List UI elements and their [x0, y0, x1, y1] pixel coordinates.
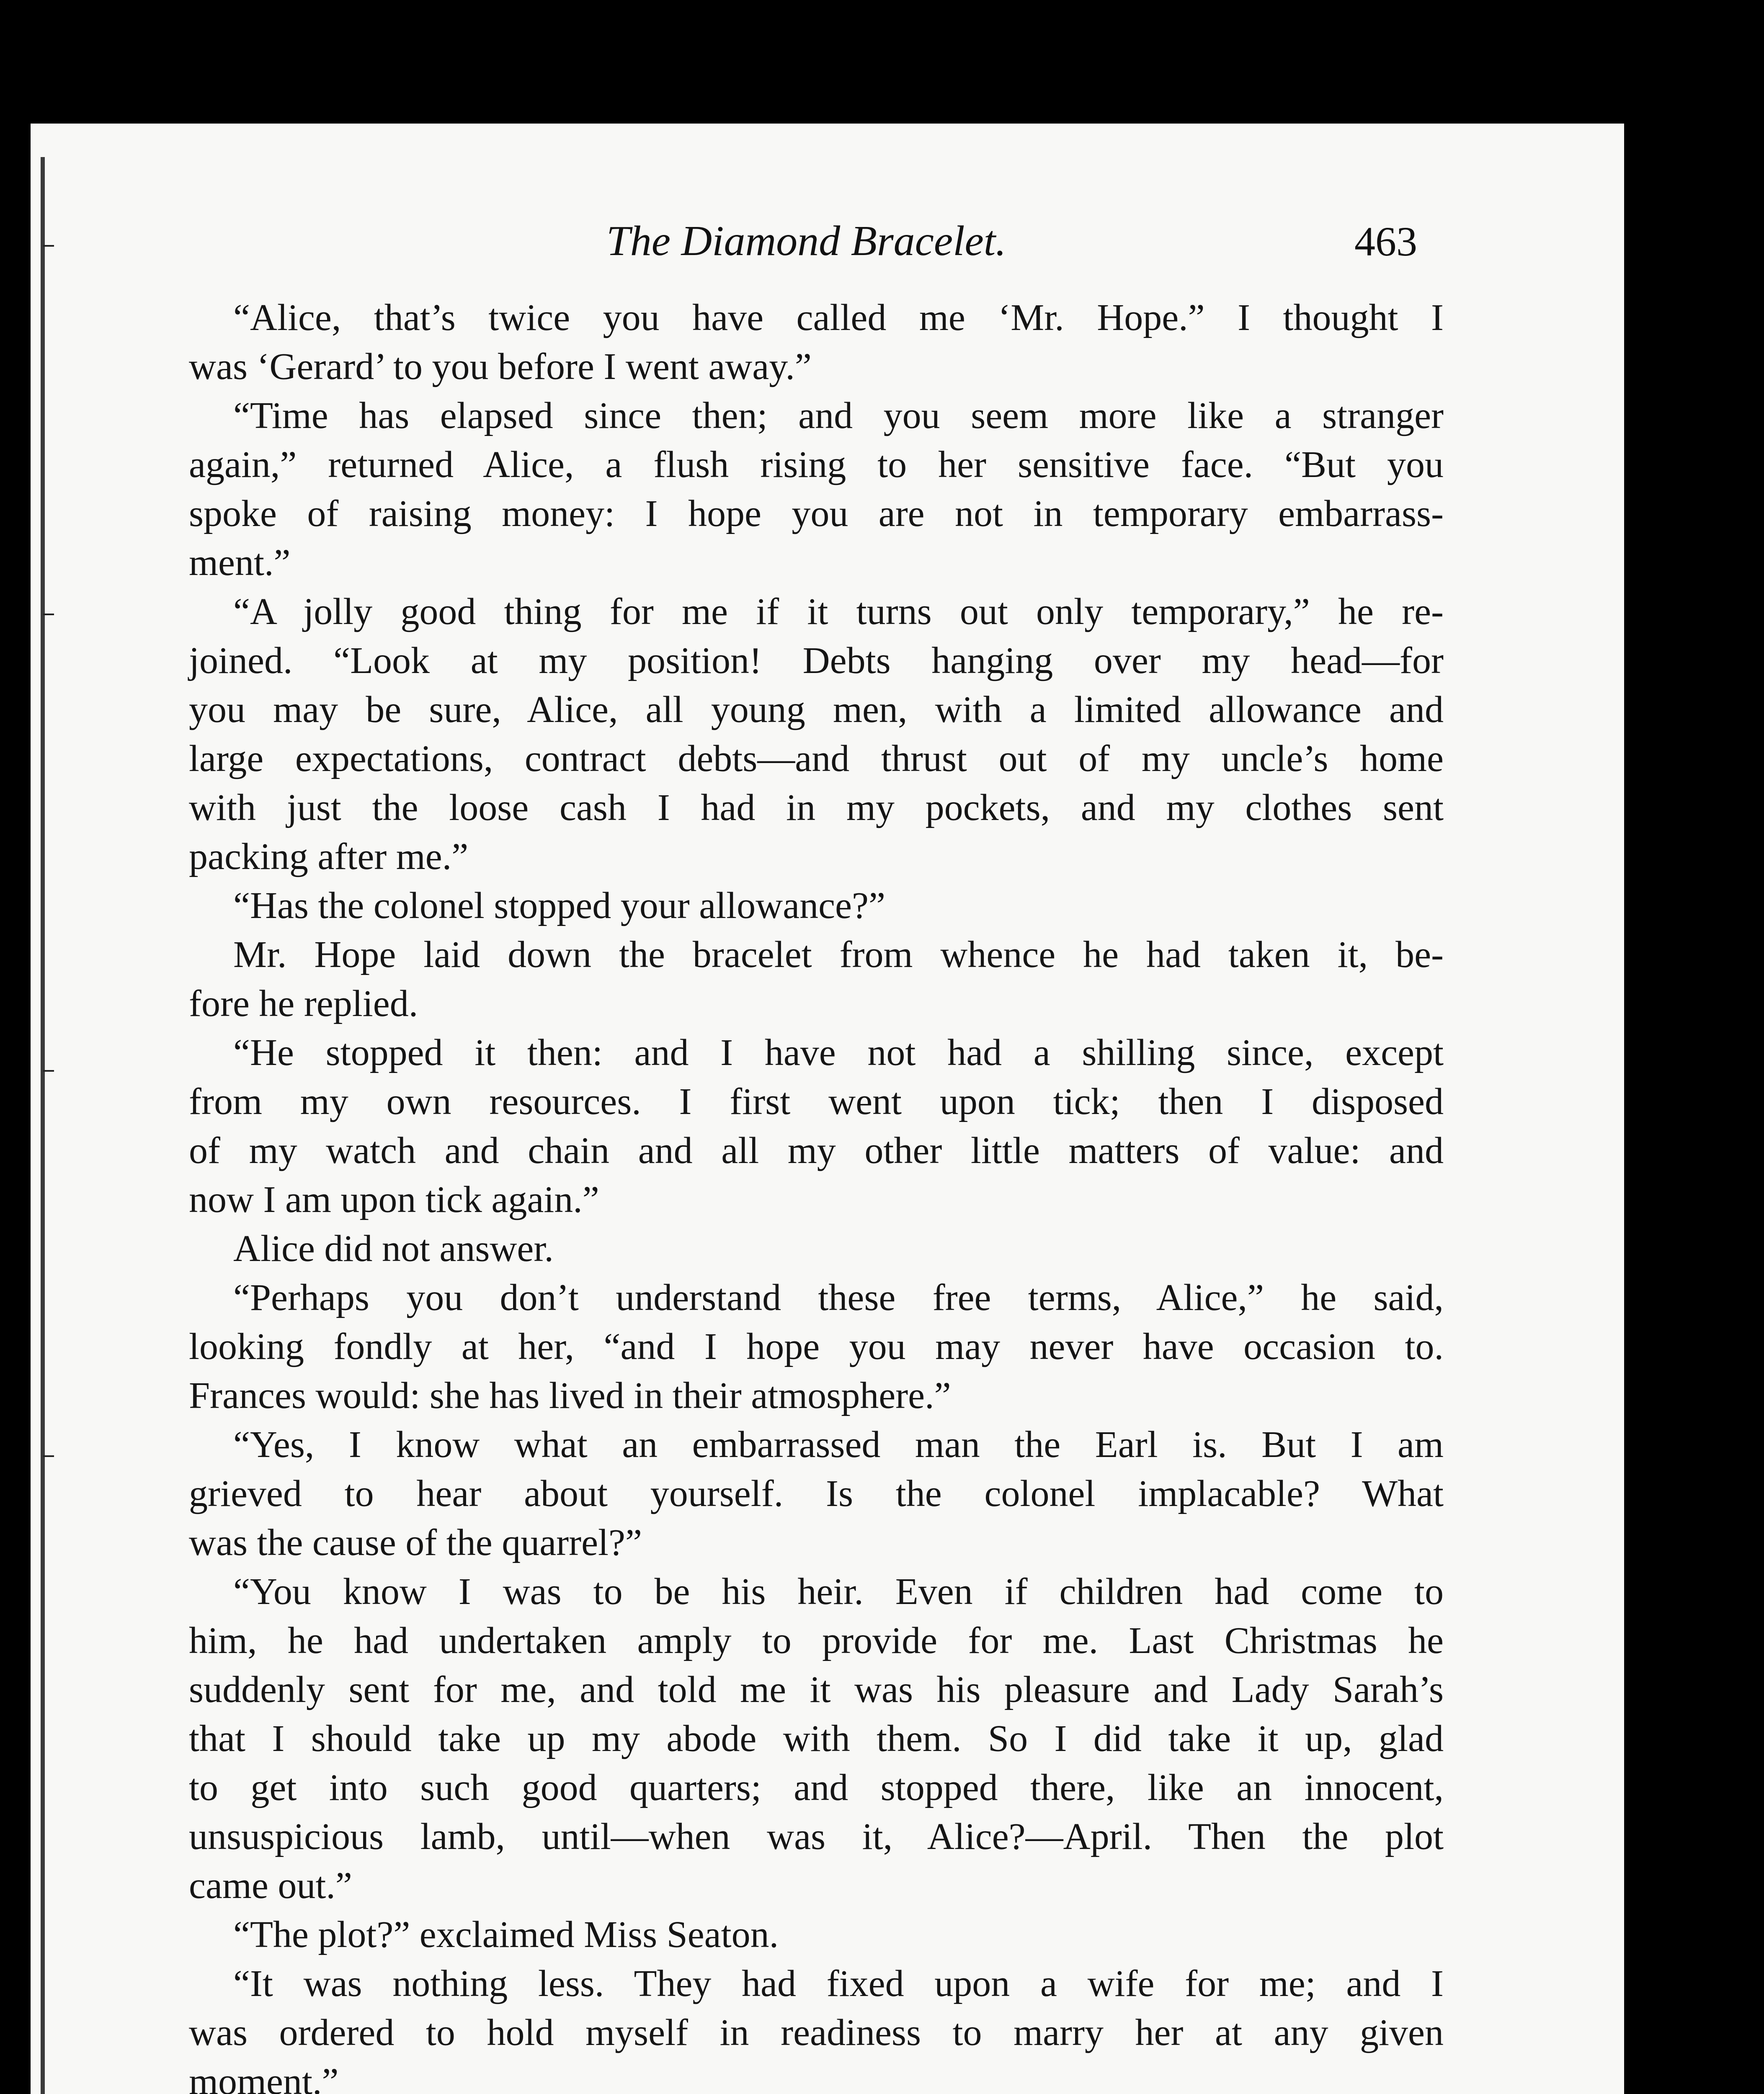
text-line: suddenly sent for me, and told me it was his pleasure and Lady Sarah’s — [189, 1669, 1444, 1710]
text-line: was ordered to hold myself in readiness to marry her at any given — [189, 2012, 1444, 2053]
body-text — [189, 293, 1444, 2094]
text-line: “Perhaps you don’t understand these free terms, Alice,” he said, — [233, 1277, 1444, 1318]
text-line: “It was nothing less. They had fixed upon a wife for me; and I — [233, 1963, 1444, 2004]
text-line: “The plot?” exclaimed Miss Seaton. — [233, 1914, 779, 1955]
text-line: moment.” — [189, 2061, 339, 2094]
text-line: fore he replied. — [189, 983, 418, 1024]
text-line: now I am upon tick again.” — [189, 1179, 599, 1220]
text-line: grieved to hear about yourself. Is the colonel implacable? What — [189, 1473, 1444, 1514]
text-line: Mr. Hope laid down the bracelet from whence he had taken it, be- — [233, 934, 1444, 975]
text-line: joined. “Look at my position! Debts hanging over my head—for — [189, 640, 1444, 681]
text-line: packing after me.” — [189, 836, 469, 877]
text-line: unsuspicious lamb, until—when was it, Alice?—April. Then the plot — [189, 1816, 1444, 1857]
text-line: Frances would: she has lived in their atmosphere.” — [189, 1375, 951, 1416]
text-line: again,” returned Alice, a flush rising to her sensitive face. “But you — [189, 444, 1444, 485]
text-line: was the cause of the quarrel?” — [189, 1522, 642, 1563]
text-line: of my watch and chain and all my other little matters of value: and — [189, 1130, 1444, 1171]
text-line: “Yes, I know what an embarrassed man the Earl is. But I am — [233, 1424, 1444, 1465]
text-line: “He stopped it then: and I have not had a shilling since, except — [233, 1032, 1444, 1073]
text-line: “Time has elapsed since then; and you seem more like a stranger — [233, 395, 1444, 436]
text-line: with just the loose cash I had in my pockets, and my clothes sent — [189, 787, 1444, 828]
spine-mark — [43, 1455, 54, 1457]
text-line: ment.” — [189, 542, 291, 583]
text-line: came out.” — [189, 1865, 352, 1906]
page-number: 463 — [1354, 218, 1417, 265]
book-page — [31, 124, 1624, 2094]
text-line: to get into such good quarters; and stopped there, like an innocent, — [189, 1767, 1444, 1808]
text-line: “Has the colonel stopped your allowance?” — [233, 885, 885, 926]
text-line: that I should take up my abode with them. So I did take it up, glad — [189, 1718, 1444, 1759]
spine-mark — [43, 614, 54, 615]
text-line: Alice did not answer. — [233, 1228, 554, 1269]
text-line: from my own resources. I first went upon tick; then I disposed — [189, 1081, 1444, 1122]
text-line: you may be sure, Alice, all young men, with a limited allowance and — [189, 689, 1444, 730]
running-title: The Diamond Bracelet. — [606, 217, 1006, 265]
page-header — [31, 217, 1624, 275]
text-line: large expectations, contract debts—and thrust out of my uncle’s home — [189, 738, 1444, 779]
text-line: was ‘Gerard’ to you before I went away.” — [189, 346, 812, 387]
text-line: “Alice, that’s twice you have called me ‘Mr. Hope.” I thought I — [233, 297, 1444, 338]
text-line: “You know I was to be his heir. Even if children had come to — [233, 1571, 1444, 1612]
text-line: him, he had undertaken amply to provide for me. Last Christmas he — [189, 1620, 1444, 1661]
text-line: looking fondly at her, “and I hope you may never have occasion to. — [189, 1326, 1444, 1367]
spine-shadow — [41, 157, 45, 2094]
spine-mark — [43, 1070, 54, 1072]
text-line: spoke of raising money: I hope you are not in temporary embarrass- — [189, 493, 1444, 534]
text-line: “A jolly good thing for me if it turns out only temporary,” he re- — [233, 591, 1444, 632]
